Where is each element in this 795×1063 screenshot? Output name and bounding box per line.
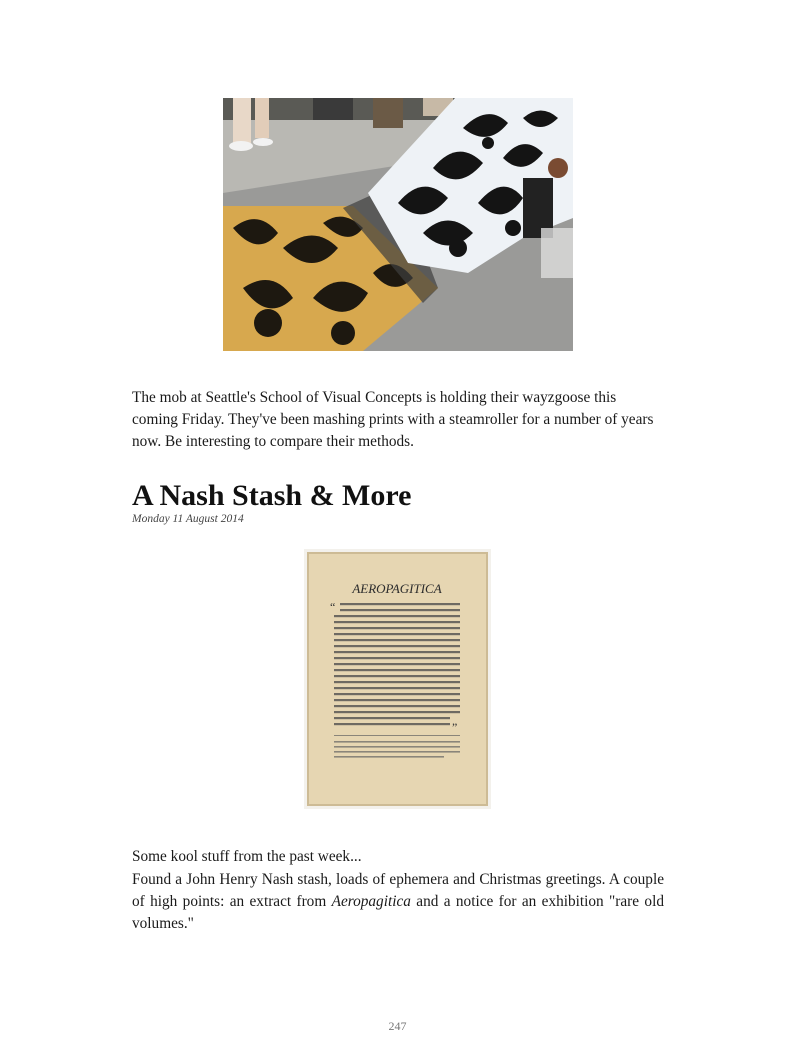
post2-line1: Some kool stuff from the past week... (132, 848, 362, 865)
post-date: Monday 11 August 2014 (132, 513, 244, 525)
svg-text:“: “ (330, 600, 336, 614)
post2-line2 (132, 869, 664, 935)
aeropagitica-print-photo (304, 549, 491, 809)
post2-line2-italic: Aeropagitica (331, 893, 411, 910)
post1-text: The mob at Seattle's School of Visual Concepts is holding their wayzgoose this coming Friday. They've been mashing prints with a steamroller for a number of years now. Be interesting to compare their methods. (132, 389, 654, 450)
post2-line2-text: Found a John Henry Nash stash, loads of ephemera and Christmas greetings. A couple of high points: an extract from (132, 871, 664, 910)
post-title: A Nash Stash & More (132, 479, 412, 512)
steamroller-print-photo (223, 98, 573, 351)
svg-text:”: ” (452, 720, 458, 734)
page-number: 247 (388, 1019, 407, 1033)
post2-line2-end: and a notice for an exhibition "rare old volumes." (132, 893, 664, 932)
print-title: AEROPAGITICA (352, 581, 442, 596)
